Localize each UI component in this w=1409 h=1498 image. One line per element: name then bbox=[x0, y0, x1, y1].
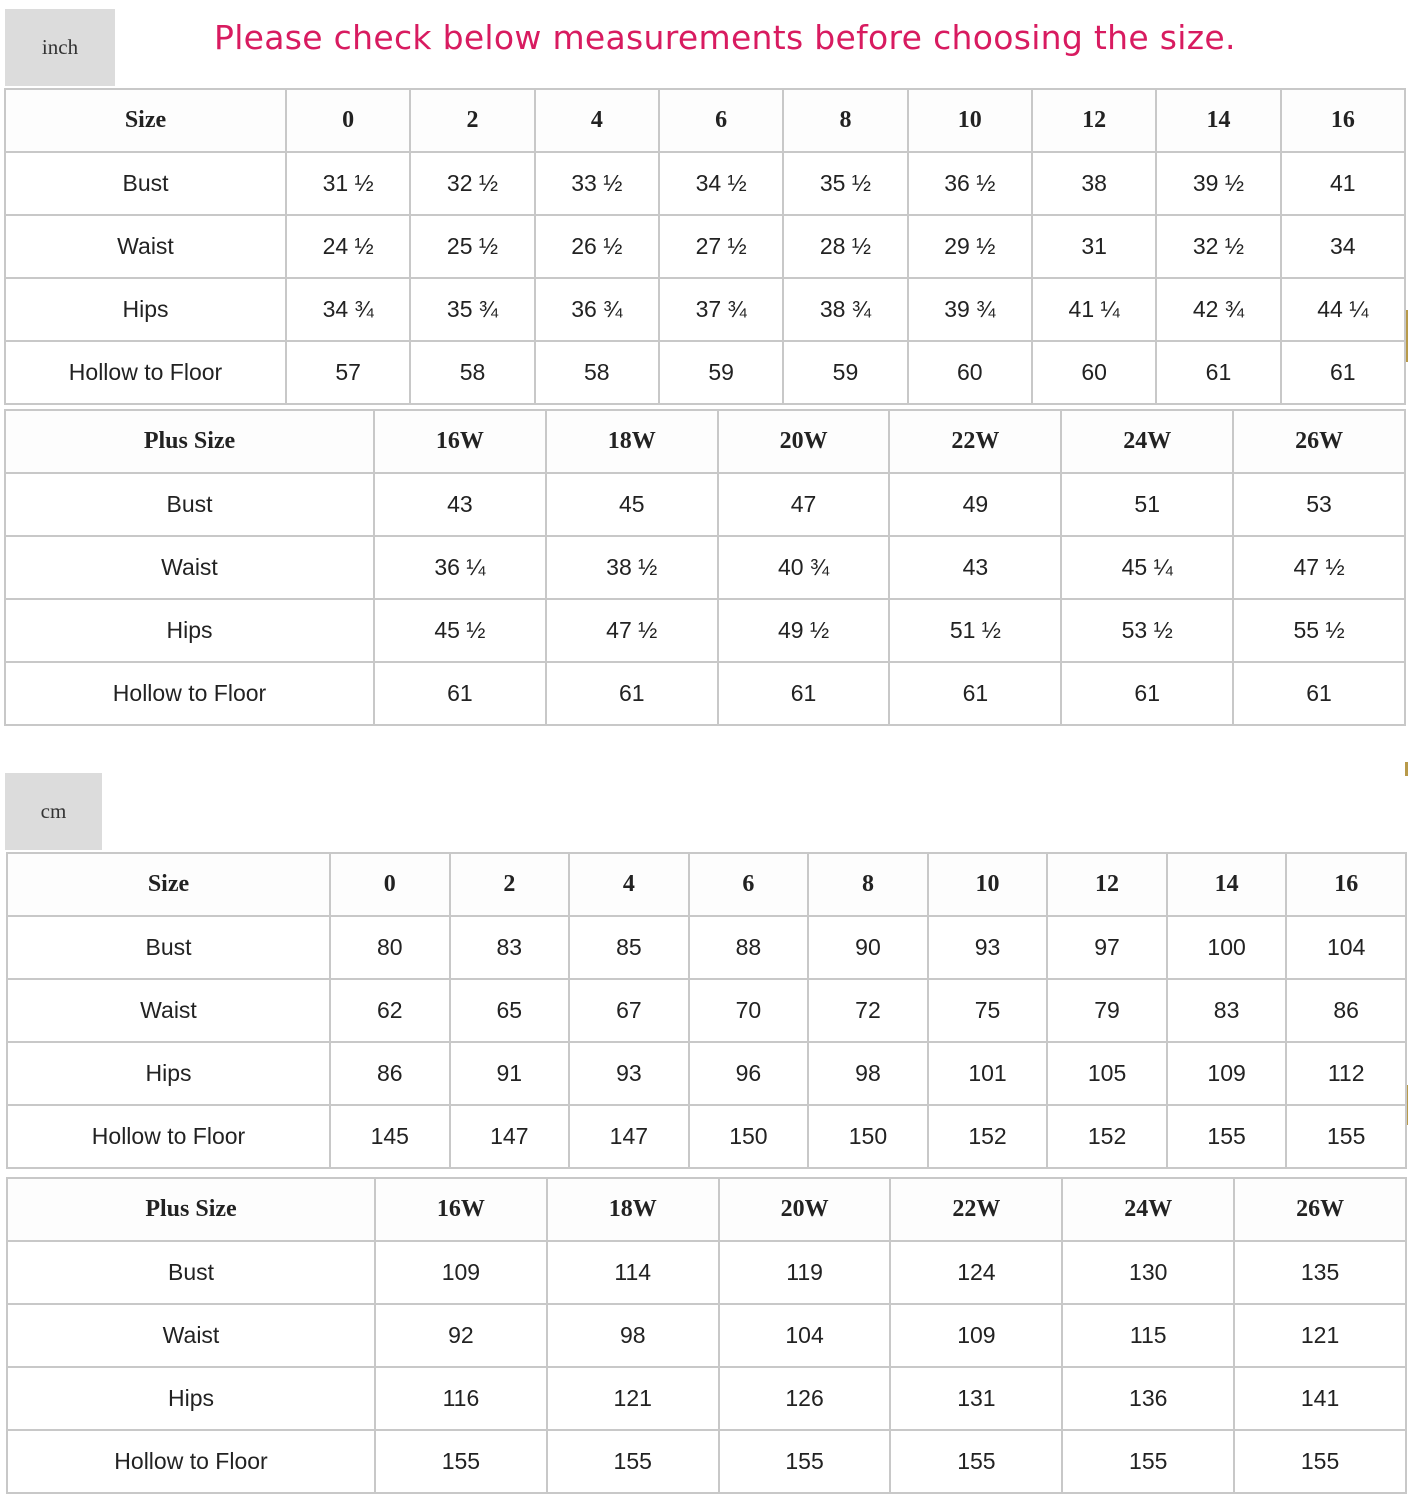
measurement-row bbox=[5, 152, 1405, 215]
measurement-value: 31 ½ bbox=[286, 152, 410, 215]
measurement-value: 43 bbox=[889, 536, 1061, 599]
measurement-value: 36 ¾ bbox=[535, 278, 659, 341]
measurement-value: 150 bbox=[689, 1105, 809, 1168]
size-column-header: 0 bbox=[330, 853, 450, 916]
measurement-value: 27 ½ bbox=[659, 215, 783, 278]
size-column-header: 6 bbox=[689, 853, 809, 916]
measurement-row bbox=[5, 536, 1405, 599]
measurement-label: Waist bbox=[7, 979, 330, 1042]
measurement-value: 126 bbox=[719, 1367, 891, 1430]
measurement-label: Waist bbox=[5, 536, 374, 599]
measurement-value: 42 ¾ bbox=[1156, 278, 1280, 341]
size-column-header: 16 bbox=[1281, 89, 1405, 152]
measurement-row bbox=[7, 1241, 1406, 1304]
size-column-header: 26W bbox=[1234, 1178, 1406, 1241]
measurement-value: 131 bbox=[890, 1367, 1062, 1430]
measurement-value: 109 bbox=[1167, 1042, 1287, 1105]
size-column-header: 8 bbox=[783, 89, 907, 152]
size-column-header: 16W bbox=[374, 410, 546, 473]
measurement-label: Waist bbox=[5, 215, 286, 278]
size-column-header: 26W bbox=[1233, 410, 1405, 473]
measurement-value: 31 bbox=[1032, 215, 1156, 278]
measurement-value: 135 bbox=[1234, 1241, 1406, 1304]
size-chart-cm-plus bbox=[6, 1177, 1407, 1494]
measurement-value: 33 ½ bbox=[535, 152, 659, 215]
measurement-value: 53 bbox=[1233, 473, 1405, 536]
measurement-value: 35 ½ bbox=[783, 152, 907, 215]
size-column-header: 12 bbox=[1032, 89, 1156, 152]
size-column-header: 14 bbox=[1156, 89, 1280, 152]
size-header-row bbox=[5, 89, 1405, 152]
size-column-header: 10 bbox=[908, 89, 1032, 152]
size-column-header: 2 bbox=[450, 853, 570, 916]
measurement-value: 47 ½ bbox=[1233, 536, 1405, 599]
measurement-label: Hips bbox=[5, 599, 374, 662]
size-column-header: 20W bbox=[718, 410, 890, 473]
measurement-value: 45 bbox=[546, 473, 718, 536]
measurement-row bbox=[5, 341, 1405, 404]
measurement-value: 121 bbox=[547, 1367, 719, 1430]
size-header-label: Plus Size bbox=[7, 1178, 375, 1241]
size-chart-cm-standard bbox=[6, 852, 1407, 1169]
size-header-row bbox=[7, 1178, 1406, 1241]
measurement-label: Waist bbox=[7, 1304, 375, 1367]
measurement-value: 152 bbox=[928, 1105, 1048, 1168]
measurement-value: 38 ½ bbox=[546, 536, 718, 599]
measurement-value: 47 ½ bbox=[546, 599, 718, 662]
measurement-value: 155 bbox=[1167, 1105, 1287, 1168]
size-header-label: Size bbox=[7, 853, 330, 916]
size-column-header: 4 bbox=[535, 89, 659, 152]
size-column-header: 6 bbox=[659, 89, 783, 152]
size-column-header: 4 bbox=[569, 853, 689, 916]
measurement-label: Bust bbox=[7, 916, 330, 979]
measurement-value: 34 bbox=[1281, 215, 1405, 278]
size-column-header: 14 bbox=[1167, 853, 1287, 916]
measurement-row bbox=[5, 473, 1405, 536]
measurement-value: 44 ¼ bbox=[1281, 278, 1405, 341]
measurement-value: 32 ½ bbox=[1156, 215, 1280, 278]
size-column-header: 20W bbox=[719, 1178, 891, 1241]
measurement-value: 119 bbox=[719, 1241, 891, 1304]
measurement-label: Hips bbox=[7, 1042, 330, 1105]
measurement-value: 83 bbox=[450, 916, 570, 979]
measurement-value: 29 ½ bbox=[908, 215, 1032, 278]
measurement-value: 34 ¾ bbox=[286, 278, 410, 341]
size-column-header: 12 bbox=[1047, 853, 1167, 916]
size-column-header: 18W bbox=[546, 410, 718, 473]
unit-tab-cm: cm bbox=[5, 773, 102, 850]
measurement-value: 61 bbox=[546, 662, 718, 725]
measurement-value: 105 bbox=[1047, 1042, 1167, 1105]
measurement-value: 32 ½ bbox=[410, 152, 534, 215]
measurement-value: 97 bbox=[1047, 916, 1167, 979]
measurement-value: 155 bbox=[1234, 1430, 1406, 1493]
size-column-header: 16 bbox=[1286, 853, 1406, 916]
measurement-value: 101 bbox=[928, 1042, 1048, 1105]
measurement-value: 58 bbox=[535, 341, 659, 404]
measurement-value: 70 bbox=[689, 979, 809, 1042]
measurement-value: 61 bbox=[1281, 341, 1405, 404]
measurement-value: 51 bbox=[1061, 473, 1233, 536]
measurement-value: 90 bbox=[808, 916, 928, 979]
size-column-header: 16W bbox=[375, 1178, 547, 1241]
measurement-row bbox=[5, 215, 1405, 278]
size-column-header: 22W bbox=[889, 410, 1061, 473]
measurement-value: 38 bbox=[1032, 152, 1156, 215]
measurement-label: Hollow to Floor bbox=[7, 1430, 375, 1493]
measurement-value: 150 bbox=[808, 1105, 928, 1168]
measurement-value: 124 bbox=[890, 1241, 1062, 1304]
measurement-value: 115 bbox=[1062, 1304, 1234, 1367]
measurement-value: 41 bbox=[1281, 152, 1405, 215]
measurement-value: 96 bbox=[689, 1042, 809, 1105]
measurement-row bbox=[7, 1430, 1406, 1493]
size-header-row bbox=[5, 410, 1405, 473]
measurement-value: 25 ½ bbox=[410, 215, 534, 278]
measurement-value: 61 bbox=[1156, 341, 1280, 404]
size-column-header: 0 bbox=[286, 89, 410, 152]
measurement-value: 72 bbox=[808, 979, 928, 1042]
measurement-label: Hollow to Floor bbox=[7, 1105, 330, 1168]
measurement-row bbox=[7, 1105, 1406, 1168]
measurement-label: Hollow to Floor bbox=[5, 341, 286, 404]
measurement-label: Hips bbox=[7, 1367, 375, 1430]
measurement-value: 58 bbox=[410, 341, 534, 404]
measurement-value: 37 ¾ bbox=[659, 278, 783, 341]
size-chart-inch-plus bbox=[4, 409, 1406, 726]
edge-mark bbox=[1405, 762, 1408, 776]
size-column-header: 2 bbox=[410, 89, 534, 152]
measurement-value: 121 bbox=[1234, 1304, 1406, 1367]
measurement-value: 92 bbox=[375, 1304, 547, 1367]
size-column-header: 10 bbox=[928, 853, 1048, 916]
measurement-value: 60 bbox=[908, 341, 1032, 404]
measurement-value: 86 bbox=[1286, 979, 1406, 1042]
measurement-label: Bust bbox=[5, 152, 286, 215]
measurement-value: 49 ½ bbox=[718, 599, 890, 662]
measurement-value: 62 bbox=[330, 979, 450, 1042]
measurement-value: 104 bbox=[719, 1304, 891, 1367]
measurement-value: 93 bbox=[928, 916, 1048, 979]
measurement-value: 98 bbox=[808, 1042, 928, 1105]
measurement-value: 49 bbox=[889, 473, 1061, 536]
measurement-value: 109 bbox=[890, 1304, 1062, 1367]
measurement-value: 79 bbox=[1047, 979, 1167, 1042]
measurement-value: 100 bbox=[1167, 916, 1287, 979]
measurement-value: 61 bbox=[889, 662, 1061, 725]
measurement-value: 35 ¾ bbox=[410, 278, 534, 341]
measurement-value: 59 bbox=[659, 341, 783, 404]
measurement-value: 61 bbox=[718, 662, 890, 725]
measurement-label: Bust bbox=[5, 473, 374, 536]
measurement-value: 47 bbox=[718, 473, 890, 536]
measurement-value: 34 ½ bbox=[659, 152, 783, 215]
measurement-row bbox=[5, 599, 1405, 662]
measurement-value: 155 bbox=[547, 1430, 719, 1493]
size-column-header: 24W bbox=[1062, 1178, 1234, 1241]
measurement-value: 86 bbox=[330, 1042, 450, 1105]
size-header-row bbox=[7, 853, 1406, 916]
measurement-value: 104 bbox=[1286, 916, 1406, 979]
measurement-value: 60 bbox=[1032, 341, 1156, 404]
measurement-value: 155 bbox=[1286, 1105, 1406, 1168]
measurement-value: 59 bbox=[783, 341, 907, 404]
size-column-header: 22W bbox=[890, 1178, 1062, 1241]
size-header-label: Plus Size bbox=[5, 410, 374, 473]
measurement-value: 36 ¼ bbox=[374, 536, 546, 599]
measurement-value: 75 bbox=[928, 979, 1048, 1042]
measurement-value: 91 bbox=[450, 1042, 570, 1105]
measurement-value: 61 bbox=[374, 662, 546, 725]
measurement-value: 38 ¾ bbox=[783, 278, 907, 341]
measurement-value: 136 bbox=[1062, 1367, 1234, 1430]
measurement-value: 152 bbox=[1047, 1105, 1167, 1168]
size-header-label: Size bbox=[5, 89, 286, 152]
measurement-value: 155 bbox=[375, 1430, 547, 1493]
measurement-value: 147 bbox=[450, 1105, 570, 1168]
page-headline: Please check below measurements before choosing the size. bbox=[214, 18, 1236, 57]
measurement-value: 98 bbox=[547, 1304, 719, 1367]
measurement-value: 147 bbox=[569, 1105, 689, 1168]
measurement-value: 67 bbox=[569, 979, 689, 1042]
measurement-value: 88 bbox=[689, 916, 809, 979]
measurement-value: 130 bbox=[1062, 1241, 1234, 1304]
measurement-value: 155 bbox=[719, 1430, 891, 1493]
measurement-value: 61 bbox=[1233, 662, 1405, 725]
measurement-row bbox=[7, 1304, 1406, 1367]
measurement-value: 39 ¾ bbox=[908, 278, 1032, 341]
measurement-value: 85 bbox=[569, 916, 689, 979]
measurement-row bbox=[5, 278, 1405, 341]
measurement-value: 39 ½ bbox=[1156, 152, 1280, 215]
measurement-value: 51 ½ bbox=[889, 599, 1061, 662]
measurement-value: 26 ½ bbox=[535, 215, 659, 278]
unit-tab-inch: inch bbox=[5, 9, 115, 86]
measurement-value: 36 ½ bbox=[908, 152, 1032, 215]
measurement-value: 83 bbox=[1167, 979, 1287, 1042]
size-chart-inch-standard bbox=[4, 88, 1406, 405]
measurement-label: Hips bbox=[5, 278, 286, 341]
measurement-value: 141 bbox=[1234, 1367, 1406, 1430]
measurement-row bbox=[7, 916, 1406, 979]
size-column-header: 18W bbox=[547, 1178, 719, 1241]
measurement-value: 116 bbox=[375, 1367, 547, 1430]
measurement-value: 24 ½ bbox=[286, 215, 410, 278]
measurement-value: 65 bbox=[450, 979, 570, 1042]
measurement-row bbox=[7, 979, 1406, 1042]
measurement-value: 112 bbox=[1286, 1042, 1406, 1105]
measurement-value: 109 bbox=[375, 1241, 547, 1304]
measurement-value: 28 ½ bbox=[783, 215, 907, 278]
measurement-value: 155 bbox=[890, 1430, 1062, 1493]
measurement-value: 80 bbox=[330, 916, 450, 979]
measurement-value: 61 bbox=[1061, 662, 1233, 725]
measurement-value: 53 ½ bbox=[1061, 599, 1233, 662]
measurement-value: 40 ¾ bbox=[718, 536, 890, 599]
measurement-value: 155 bbox=[1062, 1430, 1234, 1493]
measurement-label: Bust bbox=[7, 1241, 375, 1304]
measurement-value: 45 ¼ bbox=[1061, 536, 1233, 599]
measurement-row bbox=[5, 662, 1405, 725]
measurement-value: 43 bbox=[374, 473, 546, 536]
measurement-row bbox=[7, 1042, 1406, 1105]
measurement-value: 145 bbox=[330, 1105, 450, 1168]
measurement-value: 41 ¼ bbox=[1032, 278, 1156, 341]
measurement-value: 93 bbox=[569, 1042, 689, 1105]
measurement-value: 45 ½ bbox=[374, 599, 546, 662]
measurement-row bbox=[7, 1367, 1406, 1430]
measurement-label: Hollow to Floor bbox=[5, 662, 374, 725]
size-column-header: 8 bbox=[808, 853, 928, 916]
size-column-header: 24W bbox=[1061, 410, 1233, 473]
measurement-value: 55 ½ bbox=[1233, 599, 1405, 662]
measurement-value: 57 bbox=[286, 341, 410, 404]
measurement-value: 114 bbox=[547, 1241, 719, 1304]
